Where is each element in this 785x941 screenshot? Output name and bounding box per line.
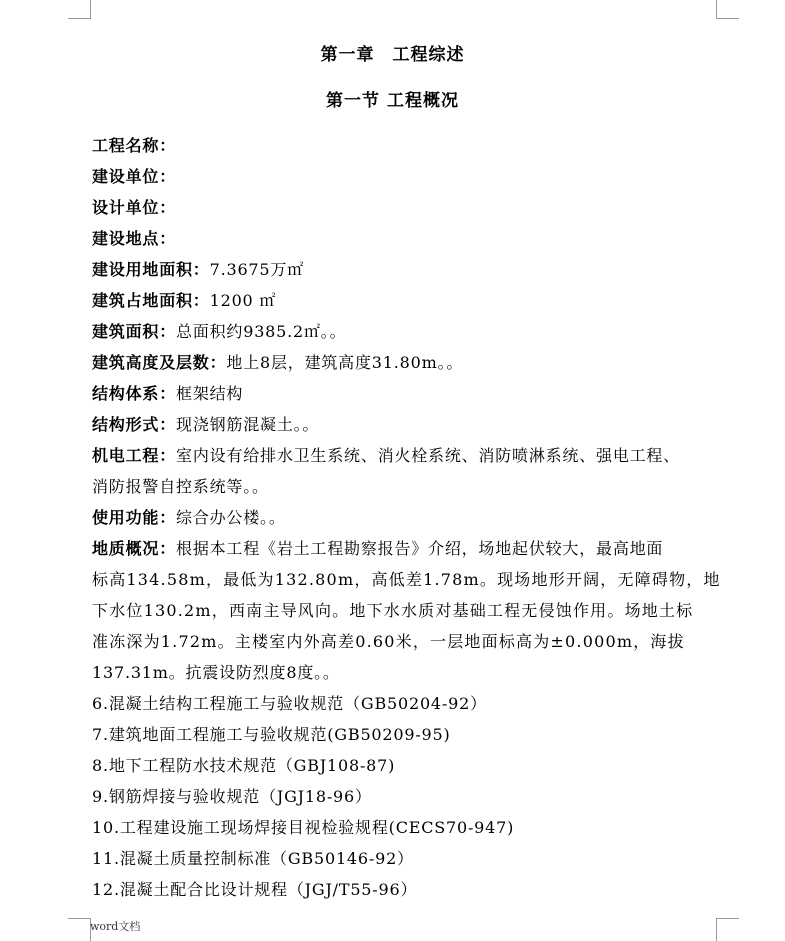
field-label: 建筑占地面积： xyxy=(92,291,210,310)
geology-line: 下水位130.2m，西南主导风向。地下水水质对基础工程无侵蚀作用。场地土标 xyxy=(92,601,694,620)
field-label: 建筑高度及层数： xyxy=(92,353,227,372)
field-label: 建设地点： xyxy=(92,229,177,248)
field-value: 7.3675万㎡ xyxy=(209,260,304,279)
page-corner-mark xyxy=(68,918,91,941)
field-label: 工程名称： xyxy=(92,136,177,155)
geology-label: 地质概况： xyxy=(92,539,177,558)
field-line xyxy=(92,316,728,347)
field-line xyxy=(92,409,728,440)
field-label: 结构体系： xyxy=(92,384,177,403)
field-line xyxy=(92,378,728,409)
standard-item: 6.混凝土结构工程施工与验收规范（GB50204-92） xyxy=(92,694,487,713)
standard-item: 10.工程建设施工现场焊接目视检验规程(CECS70-947) xyxy=(92,818,515,837)
field-line xyxy=(92,223,728,254)
field-line xyxy=(92,347,728,378)
field-value: 现浇钢筋混凝土。。 xyxy=(176,415,320,434)
field-line xyxy=(92,130,728,161)
field-value: 1200 ㎡ xyxy=(209,291,277,310)
standard-item: 12.混凝土配合比设计规程（JGJ/T55-96） xyxy=(92,880,418,899)
field-value: 总面积约9385.2㎡。。 xyxy=(176,322,347,341)
field-label: 使用功能： xyxy=(92,508,177,527)
standard-item: 9.钢筋焊接与验收规范（JGJ18-96） xyxy=(92,787,372,806)
page-footer: word文档 xyxy=(90,920,141,933)
page-corner-mark xyxy=(68,0,91,19)
field-line xyxy=(92,285,728,316)
chapter-title: 第一章 工程综述 xyxy=(320,45,465,65)
field-value: 室内设有给排水卫生系统、消火栓系统、消防喷淋系统、强电工程、 xyxy=(176,446,681,465)
field-value: 地上8层，建筑高度31.80m。。 xyxy=(226,353,464,372)
field-value-continuation: 消防报警自控系统等。。 xyxy=(92,477,269,496)
page-corner-mark xyxy=(716,918,739,941)
field-line xyxy=(92,192,728,223)
document-body xyxy=(92,130,728,905)
field-label: 结构形式： xyxy=(92,415,177,434)
geology-line xyxy=(92,533,728,564)
standard-item: 8.地下工程防水技术规范（GBJ108-87) xyxy=(92,756,396,775)
field-line xyxy=(92,161,728,192)
field-label: 机电工程： xyxy=(92,446,177,465)
field-label: 设计单位： xyxy=(92,198,177,217)
field-label: 建设用地面积： xyxy=(92,260,210,279)
field-value: 综合办公楼。。 xyxy=(176,508,286,527)
field-line xyxy=(92,440,728,471)
geology-line: 标高134.58m，最低为132.80m，高低差1.78m。现场地形开阔，无障碍物，地 xyxy=(92,570,721,589)
section-title: 第一节 工程概况 xyxy=(326,91,459,111)
standard-item: 7.建筑地面工程施工与验收规范(GB50209-95) xyxy=(92,725,451,744)
page-corner-mark xyxy=(716,0,739,19)
field-line xyxy=(92,254,728,285)
geology-line: 137.31m。抗震设防烈度8度。。 xyxy=(92,663,340,682)
field-value: 框架结构 xyxy=(176,384,244,403)
geology-text: 根据本工程《岩土工程勘察报告》介绍，场地起伏较大，最高地面 xyxy=(176,539,664,558)
standard-item: 11.混凝土质量控制标准（GB50146-92） xyxy=(92,849,414,868)
field-label: 建设单位： xyxy=(92,167,177,186)
field-continuation xyxy=(92,471,728,502)
field-label: 建筑面积： xyxy=(92,322,177,341)
geology-line: 准冻深为1.72m。主楼室内外高差0.60米，一层地面标高为±0.000m，海拔 xyxy=(92,632,685,651)
field-line xyxy=(92,502,728,533)
